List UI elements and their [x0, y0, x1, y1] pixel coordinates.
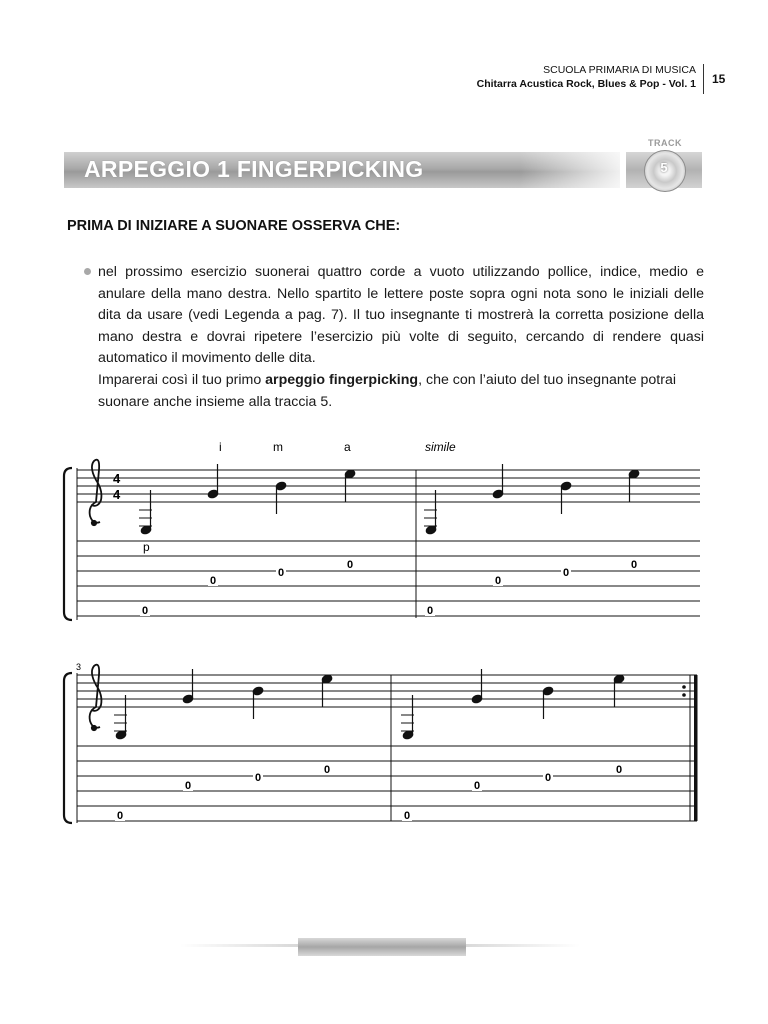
fingering-i: i	[219, 440, 222, 454]
tab-number: 0	[494, 575, 502, 587]
tab-number: 0	[277, 567, 285, 579]
note-low-e	[401, 695, 414, 740]
tab-number: 0	[615, 764, 623, 776]
staff-lines	[77, 470, 700, 502]
note-b	[275, 481, 287, 514]
tab-number: 0	[473, 780, 481, 792]
summary-text-start: Imparerai così il tuo primo	[98, 372, 266, 388]
summary-text-end: , che con l’aiuto del tuo insegnante potrai suonare anche insieme alla traccia 5.	[98, 372, 677, 410]
fingering-m: m	[273, 440, 283, 454]
instruction-paragraph: nel prossimo esercizio suonerai quattro corde a vuoto utilizzando pollice, indice, medio e anulare della mano destra. Nello spartito le lettere poste sopra ogni nota sono le iniziali delle dita da usare (vedi Legenda a pag. 7). Il tuo insegnante ti mostrerà la corretta posizione della mano destra e dovrai ripetere l’esercizio più volte di seguito, cercando di rendere quasi automatico il movimento delle dita.	[98, 264, 704, 367]
tab-number: 0	[346, 559, 354, 571]
footer-ornament	[298, 938, 466, 956]
tab-number: 0	[209, 575, 217, 587]
music-system-1	[0, 430, 768, 630]
time-signature-top: 4	[113, 471, 121, 486]
tab-number: 0	[403, 810, 411, 822]
tab-number: 0	[141, 605, 149, 617]
summary-paragraph	[98, 370, 704, 413]
system-bracket	[64, 673, 72, 823]
repeat-end-sign	[682, 675, 697, 821]
note-e	[321, 674, 333, 707]
tab-number: 0	[323, 764, 331, 776]
summary-text-bold: arpeggio fingerpicking	[265, 372, 419, 388]
note-g	[492, 464, 504, 499]
tab-number: 0	[544, 772, 552, 784]
section-heading: PRIMA DI INIZIARE A SUONARE OSSERVA CHE:	[67, 218, 401, 234]
fingering-p: p	[143, 540, 150, 554]
note-e	[344, 469, 356, 502]
simile-marking: simile	[425, 440, 456, 454]
title-banner-fade	[520, 152, 620, 188]
system-bracket	[64, 468, 72, 620]
note-low-e	[139, 490, 152, 535]
tab-number: 0	[116, 810, 124, 822]
fingering-a: a	[344, 440, 351, 454]
music-system-2	[0, 655, 768, 835]
note-e	[613, 674, 625, 707]
track-label: TRACK	[648, 138, 682, 148]
tab-lines	[77, 746, 697, 821]
note-b	[252, 686, 264, 719]
series-title: SCUOLA PRIMARIA DI MUSICA	[543, 64, 696, 76]
tab-number: 0	[426, 605, 434, 617]
tab-number: 0	[562, 567, 570, 579]
measure-number: 3	[76, 662, 82, 672]
note-b	[560, 481, 572, 514]
bullet-icon	[84, 268, 91, 275]
note-g	[207, 464, 219, 499]
tab-number: 0	[630, 559, 638, 571]
time-signature-bottom: 4	[113, 487, 121, 502]
note-b	[542, 686, 554, 719]
note-g	[471, 669, 483, 704]
note-low-e	[424, 490, 437, 535]
page-title: ARPEGGIO 1 FINGERPICKING	[84, 156, 424, 182]
tab-lines	[77, 541, 700, 616]
note-low-e	[114, 695, 127, 740]
tab-number: 0	[184, 780, 192, 792]
track-number: 5	[660, 160, 668, 175]
book-title: Chitarra Acustica Rock, Blues & Pop - Vol. 1	[476, 78, 696, 90]
header-divider	[703, 64, 704, 94]
page-number: 15	[712, 72, 726, 86]
staff-lines	[77, 675, 697, 707]
note-g	[182, 669, 194, 704]
note-e	[628, 469, 640, 502]
tab-number: 0	[254, 772, 262, 784]
